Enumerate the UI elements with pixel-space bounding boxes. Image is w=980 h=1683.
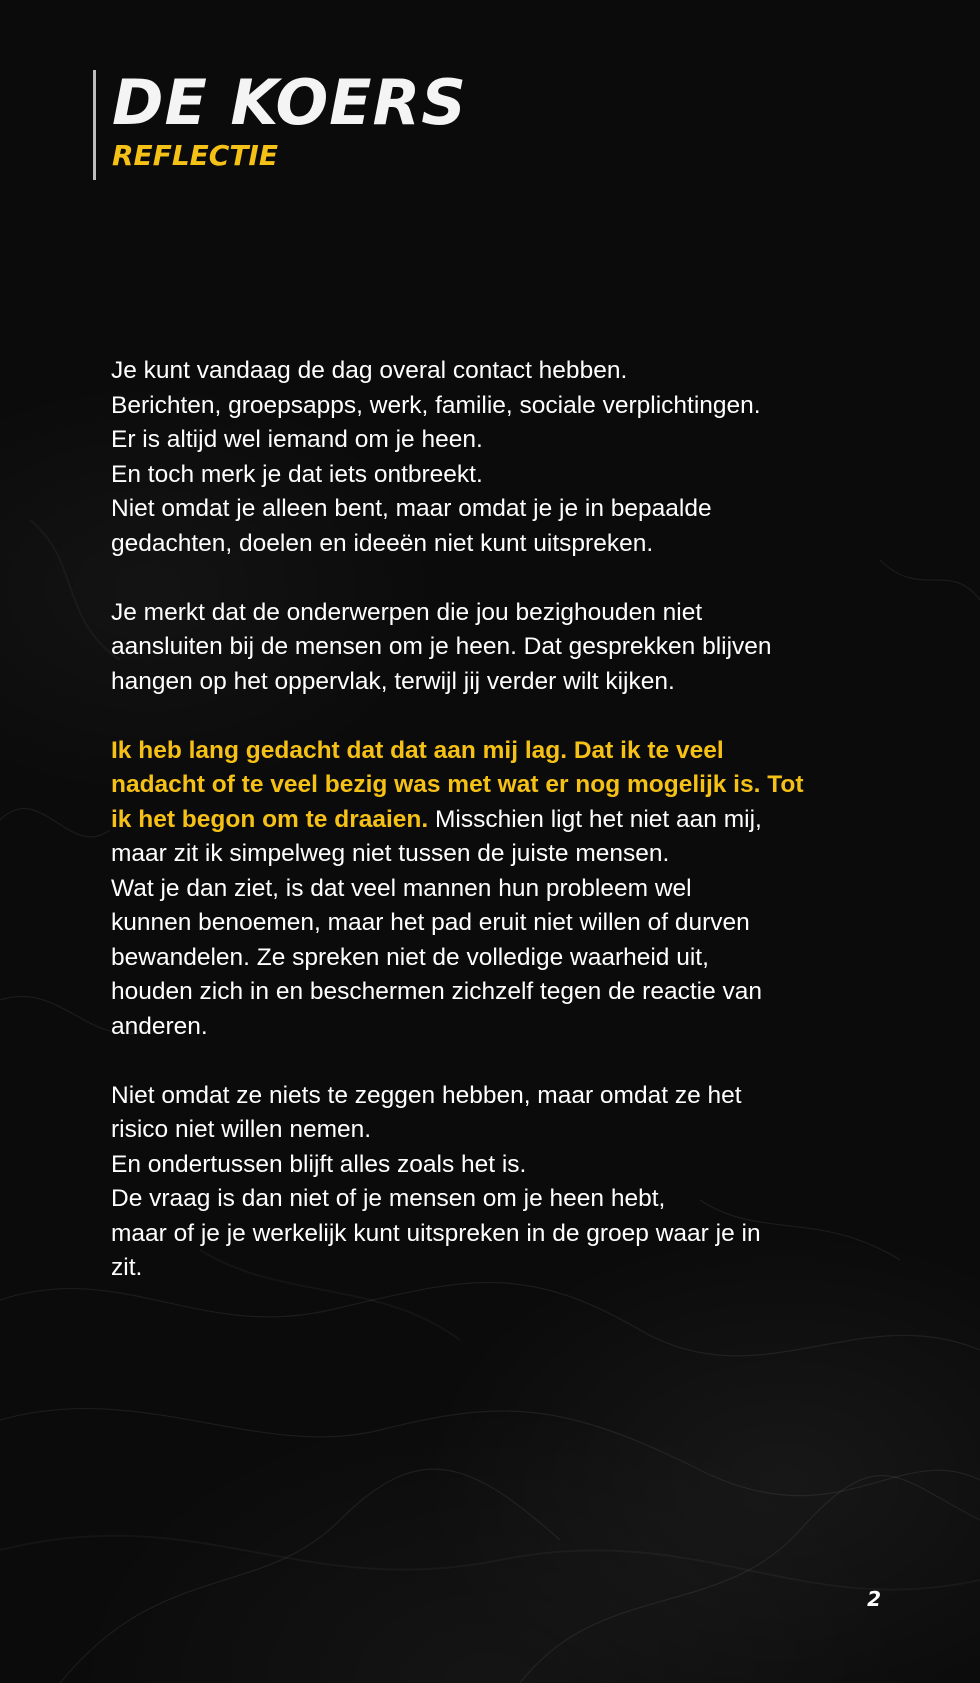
text-line: kunnen benoemen, maar het pad eruit niet willen of durven [111,909,750,936]
text-line: zit. [111,1254,143,1281]
highlight-line: nadacht of te veel bezig was met wat er nog mogelijk is. Tot [111,771,804,798]
header [93,66,467,180]
text-line: gedachten, doelen en ideeën niet kunt uitspreken. [111,529,654,557]
page-title: DE KOERS [112,66,467,139]
highlight-line: Ik heb lang gedacht dat dat aan mij lag. Dat ik te veel [111,736,724,764]
text-line: Niet omdat ze niets te zeggen hebben, maar omdat ze het [111,1081,742,1109]
text-line: De vraag is dan niet of je mensen om je heen hebt, [111,1185,666,1212]
paragraph [111,354,891,561]
text-line: bewandelen. Ze spreken niet de volledige waarheid uit, [111,943,709,971]
text-line: maar of je je werkelijk kunt uitspreken in de groep waar je in [111,1219,761,1247]
text-line: anderen. [111,1012,208,1040]
highlight-text: ik het begon om te draaien. [111,805,429,833]
body-text [111,354,891,1320]
paragraph [111,734,891,1045]
text-line [111,803,891,838]
paragraph [111,596,891,700]
text-line: risico niet willen nemen. [111,1116,372,1143]
text-continuation: Misschien ligt het niet aan mij, [428,805,762,833]
text-line: Je merkt dat de onderwerpen die jou bezighouden niet [111,598,703,626]
text-line: En toch merk je dat iets ontbreekt. [111,460,483,488]
paragraph [111,1079,891,1286]
text-line: Niet omdat je alleen bent, maar omdat je je in bepaalde [111,495,712,522]
text-line: hangen op het oppervlak, terwijl jij verder wilt kijken. [111,667,675,695]
text-line: Berichten, groepsapps, werk, familie, sociale verplichtingen. [111,391,761,419]
text-line: houden zich in en beschermen zichzelf tegen de reactie van [111,978,763,1005]
page-subtitle: REFLECTIE [112,139,278,172]
text-line: Er is altijd wel iemand om je heen. [111,426,483,453]
text-line: En ondertussen blijft alles zoals het is. [111,1150,527,1178]
text-line: Je kunt vandaag de dag overal contact hebben. [111,357,628,384]
text-line: maar zit ik simpelweg niet tussen de juiste mensen. [111,840,670,867]
text-line: Wat je dan ziet, is dat veel mannen hun probleem wel [111,874,692,902]
page-number: 2 [867,1587,881,1611]
text-line: aansluiten bij de mensen om je heen. Dat gesprekken blijven [111,633,772,660]
